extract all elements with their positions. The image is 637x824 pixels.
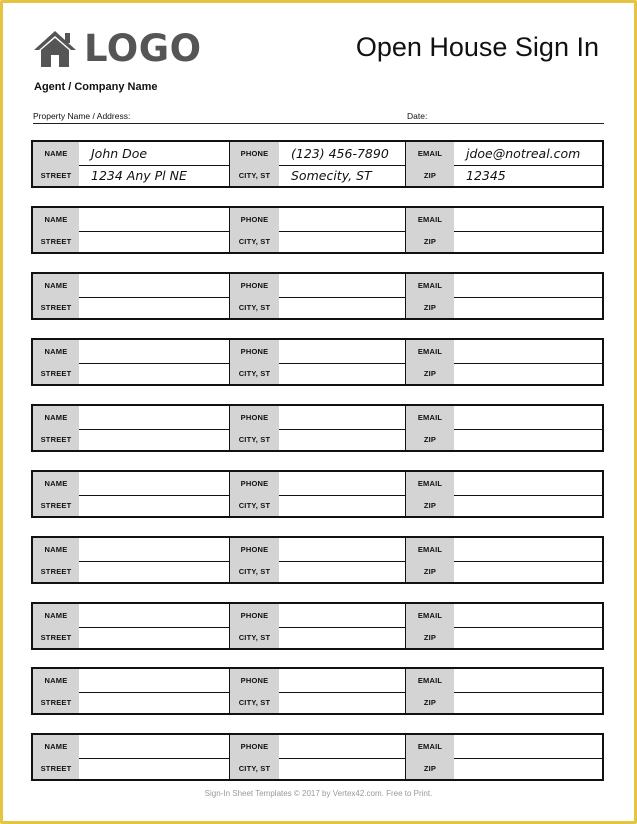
name-field[interactable] (79, 208, 230, 231)
city-st-field[interactable] (279, 363, 406, 384)
zip-label: ZIP (406, 429, 454, 450)
sign-in-entry (31, 602, 604, 650)
city-st-field[interactable] (279, 231, 406, 252)
entry-row-address (33, 627, 602, 648)
street-field[interactable] (79, 495, 230, 516)
email-field[interactable] (454, 472, 602, 495)
street-field[interactable] (79, 561, 230, 582)
street-label: STREET (33, 429, 79, 450)
street-label: STREET (33, 692, 79, 713)
phone-label: PHONE (230, 538, 279, 561)
city-st-field[interactable] (279, 692, 406, 713)
name-label: NAME (33, 669, 79, 692)
sign-in-entry (31, 733, 604, 781)
zip-label: ZIP (406, 692, 454, 713)
email-label: EMAIL (406, 604, 454, 627)
zip-field[interactable] (454, 758, 602, 779)
zip-field[interactable]: 12345 (466, 168, 506, 183)
city-st-label: CITY, ST (230, 165, 279, 186)
phone-label: PHONE (230, 669, 279, 692)
zip-field[interactable] (454, 561, 602, 582)
email-label: EMAIL (406, 142, 454, 165)
page-title: Open House Sign In (355, 32, 599, 62)
city-st-field[interactable] (279, 758, 406, 779)
name-field[interactable] (79, 669, 230, 692)
sign-in-entry (31, 667, 604, 715)
logo-text: LOGO (84, 27, 202, 70)
zip-label: ZIP (406, 561, 454, 582)
zip-label: ZIP (406, 363, 454, 384)
sign-in-entry (31, 536, 604, 584)
name-field[interactable] (79, 406, 230, 429)
name-label: NAME (33, 472, 79, 495)
phone-field[interactable] (279, 406, 406, 429)
city-st-label: CITY, ST (230, 561, 279, 582)
date-label: Date: (407, 111, 428, 121)
entry-row-address (33, 297, 602, 318)
email-field[interactable] (454, 340, 602, 363)
city-st-label: CITY, ST (230, 758, 279, 779)
zip-label: ZIP (406, 231, 454, 252)
email-field[interactable] (454, 274, 602, 297)
phone-field[interactable]: (123) 456-7890 (279, 142, 406, 165)
name-label: NAME (33, 208, 79, 231)
email-label: EMAIL (406, 538, 454, 561)
name-field[interactable] (79, 340, 230, 363)
street-field[interactable] (79, 231, 230, 252)
email-label: EMAIL (406, 274, 454, 297)
phone-label: PHONE (230, 208, 279, 231)
sign-in-entry (31, 404, 604, 452)
city-st-field[interactable] (279, 627, 406, 648)
phone-field[interactable] (279, 340, 406, 363)
street-label: STREET (33, 165, 79, 186)
email-field[interactable] (454, 669, 602, 692)
street-label: STREET (33, 627, 79, 648)
street-field[interactable] (79, 758, 230, 779)
logo (32, 28, 202, 70)
email-field[interactable] (454, 406, 602, 429)
email-label: EMAIL (406, 669, 454, 692)
phone-field[interactable] (279, 669, 406, 692)
name-field[interactable] (79, 538, 230, 561)
entry-row-address (33, 429, 602, 450)
street-field[interactable] (79, 627, 230, 648)
sign-in-entry (31, 140, 604, 188)
phone-field[interactable] (279, 735, 406, 758)
name-label: NAME (33, 274, 79, 297)
street-label: STREET (33, 495, 79, 516)
property-line[interactable] (33, 111, 604, 124)
zip-field[interactable] (454, 495, 602, 516)
zip-field[interactable] (454, 429, 602, 450)
phone-label: PHONE (230, 340, 279, 363)
street-field[interactable] (79, 363, 230, 384)
zip-field[interactable] (454, 363, 602, 384)
street-field[interactable]: 1234 Any Pl NE (79, 165, 230, 186)
name-label: NAME (33, 340, 79, 363)
entry-row-contact (33, 274, 602, 298)
phone-label: PHONE (230, 274, 279, 297)
entry-row-address (33, 165, 602, 186)
sign-in-entry (31, 272, 604, 320)
entry-row-contact (33, 669, 602, 693)
sign-in-entry (31, 338, 604, 386)
city-st-label: CITY, ST (230, 627, 279, 648)
city-st-label: CITY, ST (230, 297, 279, 318)
entry-row-contact (33, 208, 602, 232)
entry-row-contact (33, 406, 602, 430)
zip-label: ZIP (406, 495, 454, 516)
name-label: NAME (33, 538, 79, 561)
email-label: EMAIL (406, 406, 454, 429)
city-st-label: CITY, ST (230, 363, 279, 384)
phone-field[interactable] (279, 538, 406, 561)
phone-label: PHONE (230, 735, 279, 758)
zip-field[interactable] (454, 297, 602, 318)
name-field[interactable] (79, 472, 230, 495)
city-st-field[interactable] (279, 297, 406, 318)
sign-in-entry (31, 470, 604, 518)
street-field[interactable] (79, 429, 230, 450)
city-st-field[interactable] (279, 429, 406, 450)
phone-field[interactable] (279, 208, 406, 231)
email-label: EMAIL (406, 735, 454, 758)
city-st-label: CITY, ST (230, 231, 279, 252)
entry-row-contact (33, 142, 602, 166)
email-field[interactable] (454, 208, 602, 231)
street-label: STREET (33, 758, 79, 779)
name-field[interactable] (79, 274, 230, 297)
entry-row-contact (33, 340, 602, 364)
entry-row-address (33, 363, 602, 384)
email-label: EMAIL (406, 208, 454, 231)
street-label: STREET (33, 561, 79, 582)
name-field[interactable]: John Doe (79, 142, 230, 165)
phone-field[interactable] (279, 604, 406, 627)
phone-field[interactable] (279, 274, 406, 297)
street-field[interactable] (79, 692, 230, 713)
email-field[interactable] (454, 735, 602, 758)
city-st-label: CITY, ST (230, 429, 279, 450)
email-field[interactable] (454, 538, 602, 561)
name-label: NAME (33, 604, 79, 627)
city-st-field[interactable] (279, 561, 406, 582)
street-field[interactable] (79, 297, 230, 318)
name-field[interactable] (79, 604, 230, 627)
entry-row-address (33, 692, 602, 713)
city-st-field[interactable]: Somecity, ST (279, 165, 406, 186)
zip-label: ZIP (406, 758, 454, 779)
city-st-label: CITY, ST (230, 495, 279, 516)
entry-row-contact (33, 735, 602, 759)
property-label: Property Name / Address: (33, 111, 131, 121)
entry-row-address (33, 758, 602, 779)
name-label: NAME (33, 142, 79, 165)
city-st-field[interactable] (279, 495, 406, 516)
entry-row-address (33, 495, 602, 516)
zip-label: ZIP (406, 165, 454, 186)
house-icon (32, 29, 78, 69)
street-label: STREET (33, 363, 79, 384)
phone-field[interactable] (279, 472, 406, 495)
zip-field[interactable] (454, 692, 602, 713)
email-label: EMAIL (406, 340, 454, 363)
phone-label: PHONE (230, 406, 279, 429)
name-label: NAME (33, 406, 79, 429)
email-field[interactable]: jdoe@notreal.com (466, 146, 581, 161)
zip-label: ZIP (406, 627, 454, 648)
entry-row-contact (33, 472, 602, 496)
entry-row-contact (33, 604, 602, 628)
street-label: STREET (33, 231, 79, 252)
agent-company-label: Agent / Company Name (34, 81, 158, 93)
entry-row-contact (33, 538, 602, 562)
sign-in-entry (31, 206, 604, 254)
footer-credit: Sign-In Sheet Templates © 2017 by Vertex42.com. Free to Print. (204, 789, 433, 798)
street-label: STREET (33, 297, 79, 318)
phone-label: PHONE (230, 142, 279, 165)
email-field[interactable] (454, 604, 602, 627)
name-field[interactable] (79, 735, 230, 758)
entry-row-address (33, 231, 602, 252)
email-label: EMAIL (406, 472, 454, 495)
zip-field[interactable] (454, 627, 602, 648)
phone-label: PHONE (230, 472, 279, 495)
zip-label: ZIP (406, 297, 454, 318)
entry-row-address (33, 561, 602, 582)
city-st-label: CITY, ST (230, 692, 279, 713)
zip-field[interactable] (454, 231, 602, 252)
phone-label: PHONE (230, 604, 279, 627)
name-label: NAME (33, 735, 79, 758)
